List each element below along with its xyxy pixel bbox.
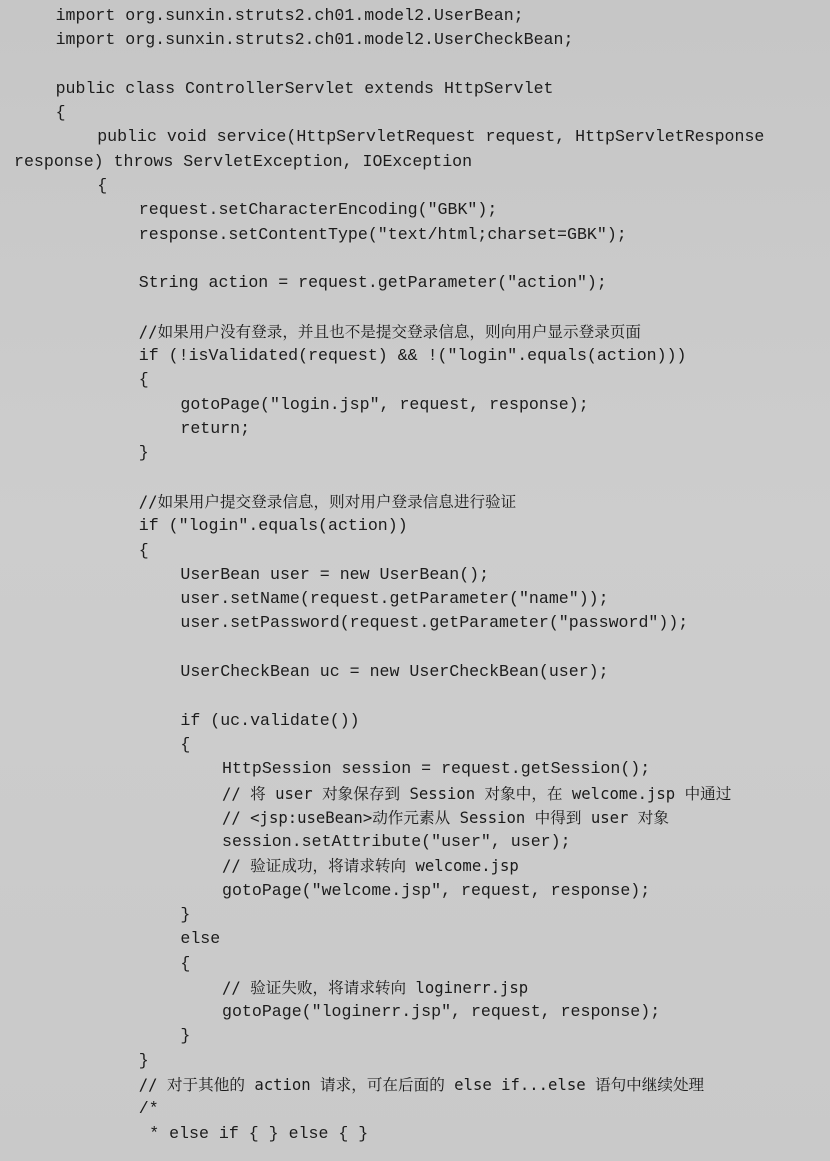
- code-line-2: import org.sunxin.struts2.ch01.model2.UserCheckBean;: [55, 30, 574, 50]
- code-line-38: }: [180, 904, 191, 924]
- code-line-24: UserBean user = new UserBean();: [180, 564, 490, 584]
- code-comment-line-34: // <jsp:useBean>动作元素从 Session 中得到 user 对象: [222, 808, 669, 827]
- code-line-37: gotoPage("welcome.jsp", request, response);: [222, 880, 651, 900]
- java-code-listing: [0, 4, 830, 1146]
- code-line-28: UserCheckBean uc = new UserCheckBean(user);: [180, 662, 609, 682]
- code-line-35: session.setAttribute("user", user);: [222, 832, 571, 852]
- code-line-43: }: [180, 1026, 191, 1046]
- code-line-44: }: [138, 1050, 149, 1070]
- code-line-19: }: [138, 443, 149, 463]
- code-comment-line-14: //如果用户没有登录，并且也不是提交登录信息，则向用户显示登录页面: [138, 322, 641, 341]
- code-comment-line-33: // 将 user 对象保存到 Session 对象中，在 welcome.jsp 中通过: [222, 784, 732, 803]
- code-comment-line-41: // 验证失败，将请求转向 loginerr.jsp: [222, 978, 529, 997]
- code-line-31: {: [180, 734, 191, 754]
- code-line-11: [0, 247, 830, 271]
- code-line-3: [0, 53, 830, 77]
- code-line-9: request.setCharacterEncoding("GBK");: [138, 200, 498, 220]
- code-line-23: {: [138, 540, 149, 560]
- code-line-46: /*: [138, 1099, 159, 1119]
- code-line-17: gotoPage("login.jsp", request, response);: [180, 394, 589, 414]
- code-line-7: response) throws ServletException, IOException: [14, 151, 473, 171]
- code-line-4: public class ControllerServlet extends HttpServlet: [55, 78, 554, 98]
- code-line-1: import org.sunxin.struts2.ch01.model2.UserBean;: [55, 6, 524, 25]
- code-line-18: return;: [180, 419, 251, 439]
- code-line-29: [0, 684, 830, 708]
- code-line-16: {: [138, 370, 149, 390]
- code-line-15: if (!isValidated(request) && !("login".equals(action))): [138, 346, 687, 366]
- code-line-10: response.setContentType("text/html;charset=GBK");: [138, 224, 627, 244]
- code-line-39: else: [180, 929, 221, 949]
- code-comment-line-45: // 对于其他的 action 请求，可在后面的 else if...else 语句中继续处理: [138, 1076, 705, 1095]
- code-line-8: {: [97, 176, 108, 196]
- code-line-6: public void service(HttpServletRequest request, HttpServletResponse: [97, 127, 765, 147]
- code-line-30: if (uc.validate()): [180, 710, 360, 730]
- code-line-27: [0, 636, 830, 660]
- code-comment-line-21: //如果用户提交登录信息，则对用户登录信息进行验证: [138, 492, 517, 511]
- code-line-25: user.setName(request.getParameter("name"));: [180, 589, 609, 609]
- code-line-20: [0, 466, 830, 490]
- code-line-22: if ("login".equals(action)): [138, 516, 408, 536]
- code-line-40: {: [180, 953, 191, 973]
- code-comment-line-36: // 验证成功，将请求转向 welcome.jsp: [222, 857, 519, 876]
- code-line-13: [0, 296, 830, 320]
- code-line-5: {: [55, 103, 66, 123]
- code-line-42: gotoPage("loginerr.jsp", request, response);: [222, 1002, 661, 1022]
- code-line-47: * else if { } else { }: [149, 1123, 369, 1143]
- code-line-12: String action = request.getParameter("action");: [138, 273, 607, 293]
- code-line-32: HttpSession session = request.getSession();: [222, 759, 651, 779]
- code-line-26: user.setPassword(request.getParameter("password"));: [180, 613, 689, 633]
